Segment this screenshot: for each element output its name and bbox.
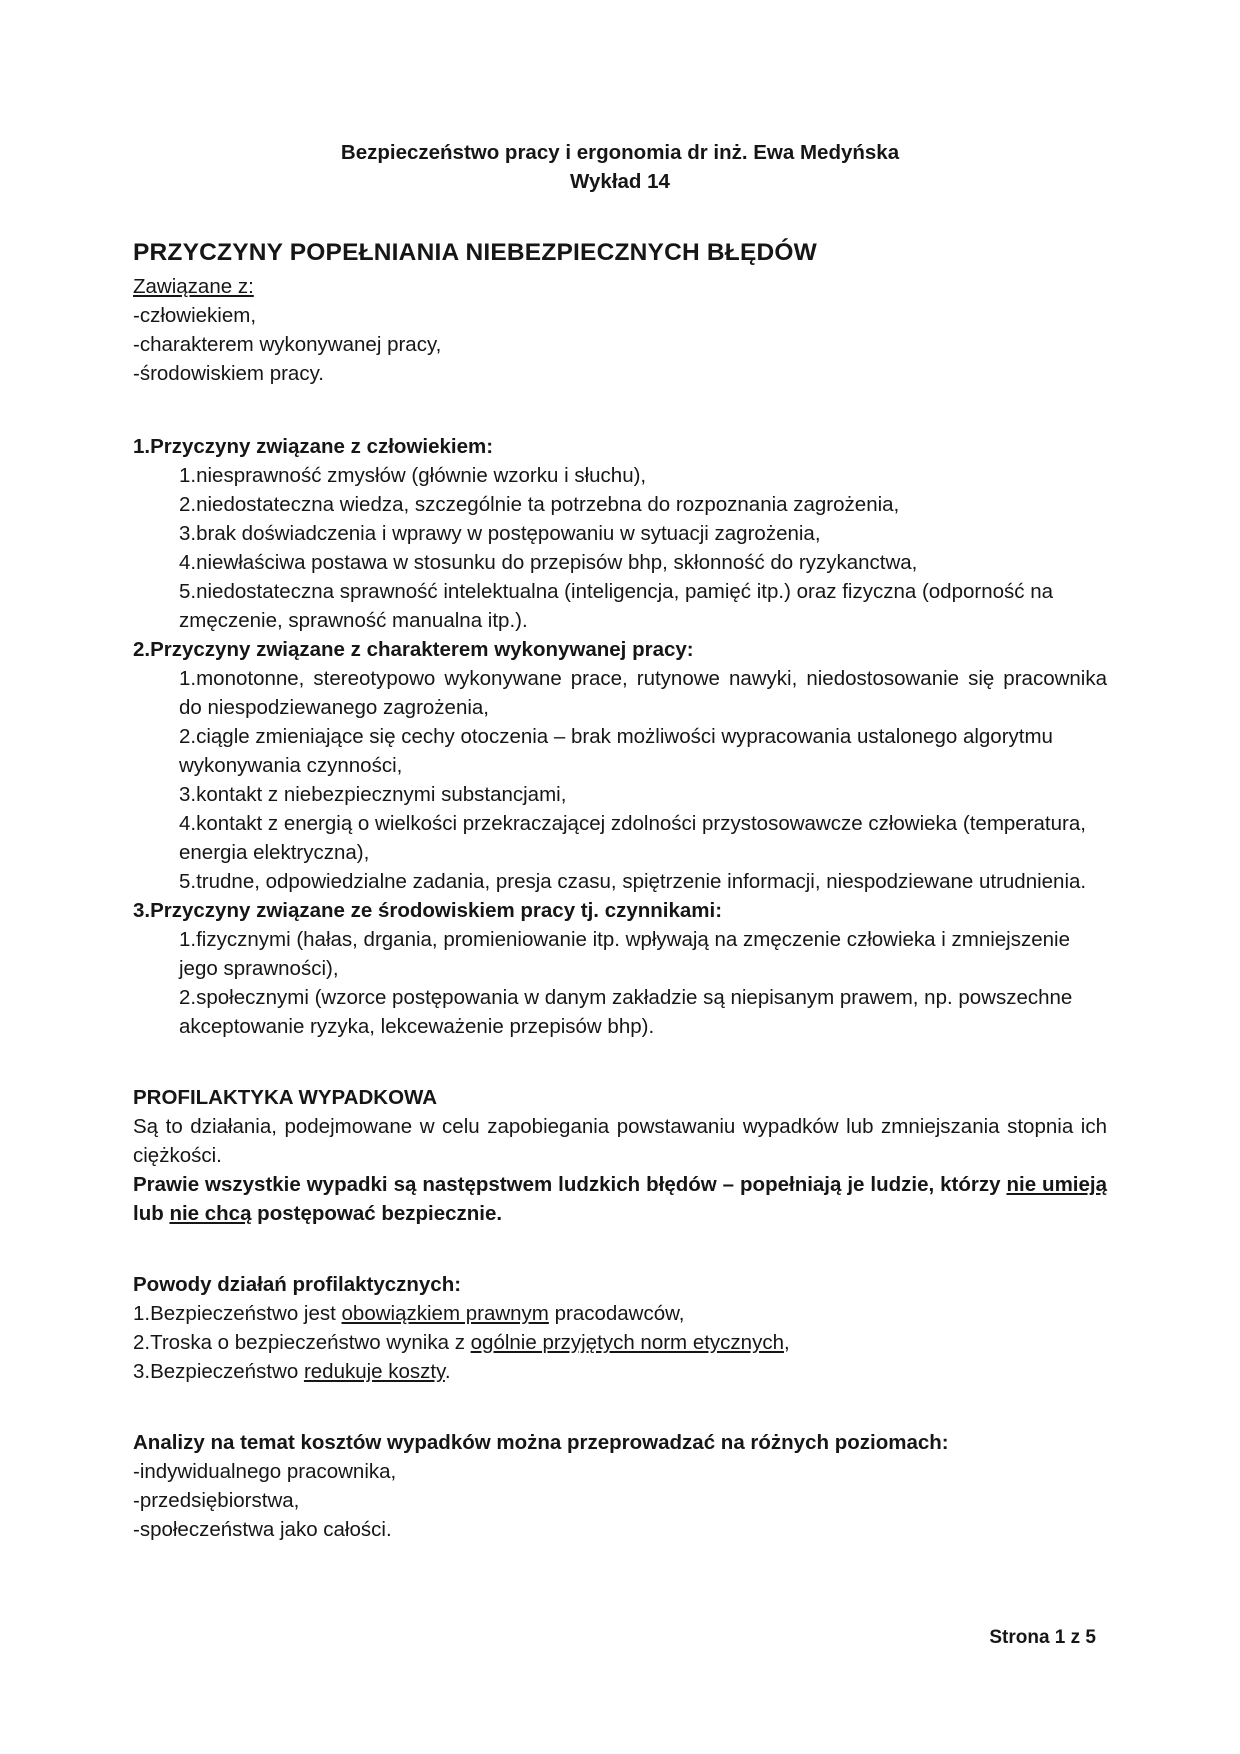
document-header	[133, 138, 1107, 196]
underlined-segment: obowiązkiem prawnym	[341, 1302, 549, 1325]
powody-item-2	[133, 1328, 1107, 1357]
underlined-segment: nie umieją	[1006, 1173, 1107, 1196]
intro-heading-text: Zawiązane z:	[133, 275, 254, 298]
page-title: PRZYCZYNY POPEŁNIANIA NIEBEZPIECZNYCH BŁĘDÓW	[133, 239, 817, 266]
section-1-item-4: 4.niewłaściwa postawa w stosunku do przepisów bhp, skłonność do ryzykanctwa,	[179, 551, 918, 574]
text-segment: postępować bezpiecznie.	[251, 1202, 503, 1225]
text-segment: ,	[783, 1331, 790, 1354]
analizy-item-2: -przedsiębiorstwa,	[133, 1489, 300, 1512]
section-2-item-3: 3.kontakt z niebezpiecznymi substancjami,	[179, 783, 567, 806]
text-segment: pracodawców,	[548, 1302, 685, 1325]
section-1-heading: 1.Przyczyny związane z człowiekiem:	[133, 435, 494, 458]
powody-heading: Powody działań profilaktycznych:	[133, 1273, 462, 1296]
analizy-item-3: -społeczeństwa jako całości.	[133, 1518, 392, 1541]
profilaktyka-key-statement	[133, 1170, 1107, 1228]
section-3-heading: 3.Przyczyny związane ze środowiskiem pracy tj. czynnikami:	[133, 899, 723, 922]
text-segment: Prawie wszystkie wypadki są następstwem ludzkich błędów – popełniają je ludzie, którzy	[133, 1173, 1007, 1196]
section-3-item-2: 2.społecznymi (wzorce postępowania w danym zakładzie są niepisanym prawem, np. powszechne akceptowanie ryzyka, lekceważenie przepisów bhp).	[179, 986, 1073, 1038]
text-segment: lub	[133, 1202, 170, 1225]
underlined-segment: ogólnie przyjętych norm etycznych	[470, 1331, 784, 1354]
section-2-item-4: 4.kontakt z energią o wielkości przekraczającej zdolności przystosowawcze człowieka (temperatura, energia elektryczna),	[179, 812, 1086, 864]
section-3-item-1: 1.fizycznymi (hałas, drgania, promieniowanie itp. wpływają na zmęczenie człowieka i zmniejszenie jego sprawności),	[179, 928, 1070, 980]
underlined-segment: nie chcą	[169, 1202, 252, 1225]
intro-heading	[133, 272, 1107, 301]
section-1-item-5: 5.niedostateczna sprawność intelektualna (inteligencja, pamięć itp.) oraz fizyczna (odporność na zmęczenie, sprawność manualna itp.).	[179, 580, 1054, 632]
header-line-1: Bezpieczeństwo pracy i ergonomia dr inż. Ewa Medyńska	[340, 141, 900, 164]
page-number: Strona 1 z 5	[989, 1627, 1096, 1648]
text-segment: .	[444, 1360, 451, 1383]
analizy-item-1: -indywidualnego pracownika,	[133, 1460, 397, 1483]
section-2-heading: 2.Przyczyny związane z charakterem wykonywanej pracy:	[133, 638, 694, 661]
intro-item-1: -człowiekiem,	[133, 304, 257, 327]
text-segment: 2.Troska o bezpieczeństwo wynika z	[133, 1331, 471, 1354]
powody-item-3	[133, 1357, 1107, 1386]
section-2-item-5: 5.trudne, odpowiedzialne zadania, presja czasu, spiętrzenie informacji, niespodziewane utrudnienia.	[179, 870, 1087, 893]
section-2-item-1: 1.monotonne, stereotypowo wykonywane prace, rutynowe nawyki, niedostosowanie się pracownika do niespodziewanego zagrożenia,	[179, 667, 1107, 719]
header-line-2: Wykład 14	[570, 170, 670, 193]
intro-item-3: -środowiskiem pracy.	[133, 362, 324, 385]
text-segment: 1.Bezpieczeństwo jest	[133, 1302, 342, 1325]
intro-item-2: -charakterem wykonywanej pracy,	[133, 333, 442, 356]
section-2-item-2: 2.ciągle zmieniające się cechy otoczenia – brak możliwości wypracowania ustalonego algorytmu wykonywania czynności,	[179, 725, 1053, 777]
section-1-item-3: 3.brak doświadczenia i wprawy w postępowaniu w sytuacji zagrożenia,	[179, 522, 821, 545]
analizy-heading: Analizy na temat kosztów wypadków można przeprowadzać na różnych poziomach:	[133, 1431, 949, 1454]
section-1-item-1: 1.niesprawność zmysłów (głównie wzorku i słuchu),	[179, 464, 647, 487]
profilaktyka-heading: PROFILAKTYKA WYPADKOWA	[133, 1086, 438, 1109]
profilaktyka-paragraph: Są to działania, podejmowane w celu zapobiegania powstawaniu wypadków lub zmniejszania stopnia ich ciężkości.	[133, 1115, 1107, 1167]
section-1-item-2: 2.niedostateczna wiedza, szczególnie ta potrzebna do rozpoznania zagrożenia,	[179, 493, 900, 516]
text-segment: 3.Bezpieczeństwo	[133, 1360, 304, 1383]
underlined-segment: redukuje koszty	[303, 1360, 445, 1383]
powody-item-1	[133, 1299, 1107, 1328]
